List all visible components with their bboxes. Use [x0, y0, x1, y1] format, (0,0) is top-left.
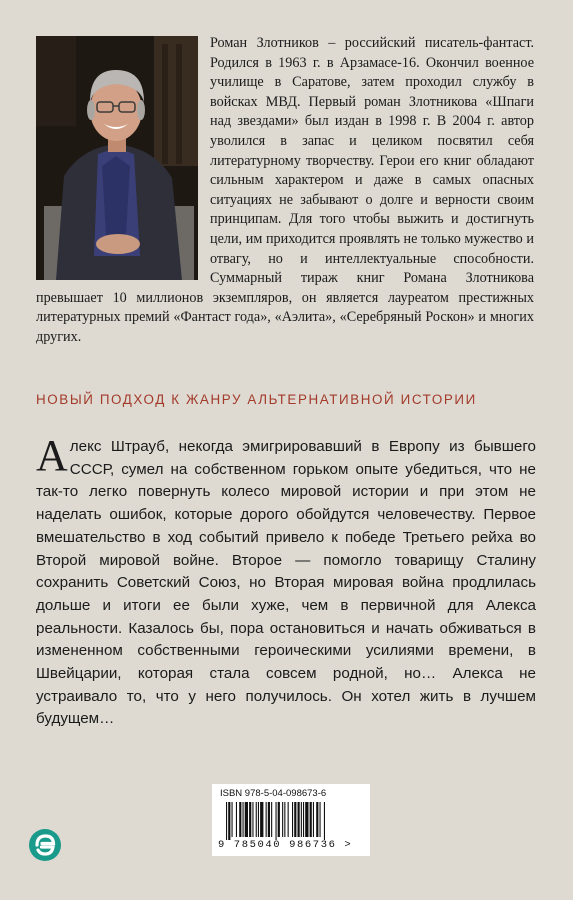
barcode-bar [301, 802, 302, 837]
barcode-bar [282, 802, 283, 837]
barcode-bar [252, 802, 253, 837]
barcode-bar [245, 802, 248, 837]
barcode-bar [324, 802, 325, 840]
barcode-bar [232, 802, 233, 837]
barcode-bar [243, 802, 244, 837]
barcode-bar [298, 802, 300, 837]
ean-digits: 9 785040 986736 > [218, 839, 353, 851]
tagline: НОВЫЙ ПОДХОД К ЖАНРУ АЛЬТЕРНАТИВНОЙ ИСТОРИИ [36, 392, 477, 407]
barcode-bar [310, 802, 312, 837]
barcode-bar [278, 802, 280, 837]
book-annotation [36, 431, 536, 731]
barcode-bar [294, 802, 296, 837]
barcode-bar [292, 802, 293, 837]
barcode-bar [268, 802, 270, 837]
barcode-bar [226, 802, 227, 840]
barcode-bar [249, 802, 251, 837]
barcode-bar [260, 802, 263, 837]
annotation-text: лекс Штрауб, некогда эмигрировавший в Европу из бывшего СССР, сумел на собственном горьком опыте убедиться, что не так-то легко повернуть колесо мировой истории и при этом не наделать ошибок, которые дорого обойдутся человечеству. Первое вмешательство в ход событий привело к победе Третьего рейха во Второй мировой войне. Второе — помогло товарищу Сталину сохранить Советский Союз, но Вторая мировая война продлилась дольше и итоги ее были хуже, чем в первичной для Алекса реальности. Казалось бы, пора остановиться и начать обживаться в измененном собственными героическими усилиями времени, в Швейцарии, которая стала совсем родной, но… Алекса не устраивало то, что у него получилось. Он хотел жить в лучшем будущем… [36, 438, 536, 728]
barcode-bar [284, 802, 285, 837]
dropcap-letter: А [36, 431, 68, 480]
barcode-bar [313, 802, 314, 837]
barcode-bar [288, 802, 289, 837]
barcode-bar [258, 802, 259, 837]
isbn-number: ISBN 978-5-04-098673-6 [220, 788, 327, 799]
author-bio-text: Роман Злотников – российский писатель-фантаст. Родился в 1963 г. в Арзамасе-16. Окончил военное училище в Саратове, затем проходил службу в войсках МВД. Первый роман Злотникова «Шпаги над звездами» был издан в 1998 г. В 2004 г. автор уволился в запас и целиком посвятил себя литературному творчеству. Герои его книг обладают сильным характером и даже в самых опасных ситуациях не забывают о долге и верности своим принципам. Для того чтобы выжить и достигнуть цели, им приходится проявлять не только мужество и отвагу, но и интеллектуальные способности. Суммарный тираж книг Романа Злотникова превышает 10 миллионов экземпляров, он является лауреатом престижных литературных премий «Фантаст года», «Аэлита», «Серебряный Роскон» и многих других. [36, 35, 534, 345]
barcode-bar [276, 802, 277, 840]
barcode-panel [212, 784, 370, 856]
barcode-bar [239, 802, 241, 837]
barcode-bar [266, 802, 267, 837]
barcode-bar [303, 802, 304, 837]
barcode-bar [305, 802, 308, 837]
barcode-bar [316, 802, 318, 837]
barcode-bars [226, 802, 364, 840]
barcode-bar [236, 802, 237, 837]
author-bio [36, 34, 534, 348]
barcode-bar [228, 802, 230, 840]
barcode-bar [256, 802, 257, 837]
barcode-bar [271, 802, 272, 837]
photo-spacer [36, 34, 210, 282]
eksmo-logo-icon [28, 828, 62, 862]
barcode-bar [320, 802, 321, 837]
